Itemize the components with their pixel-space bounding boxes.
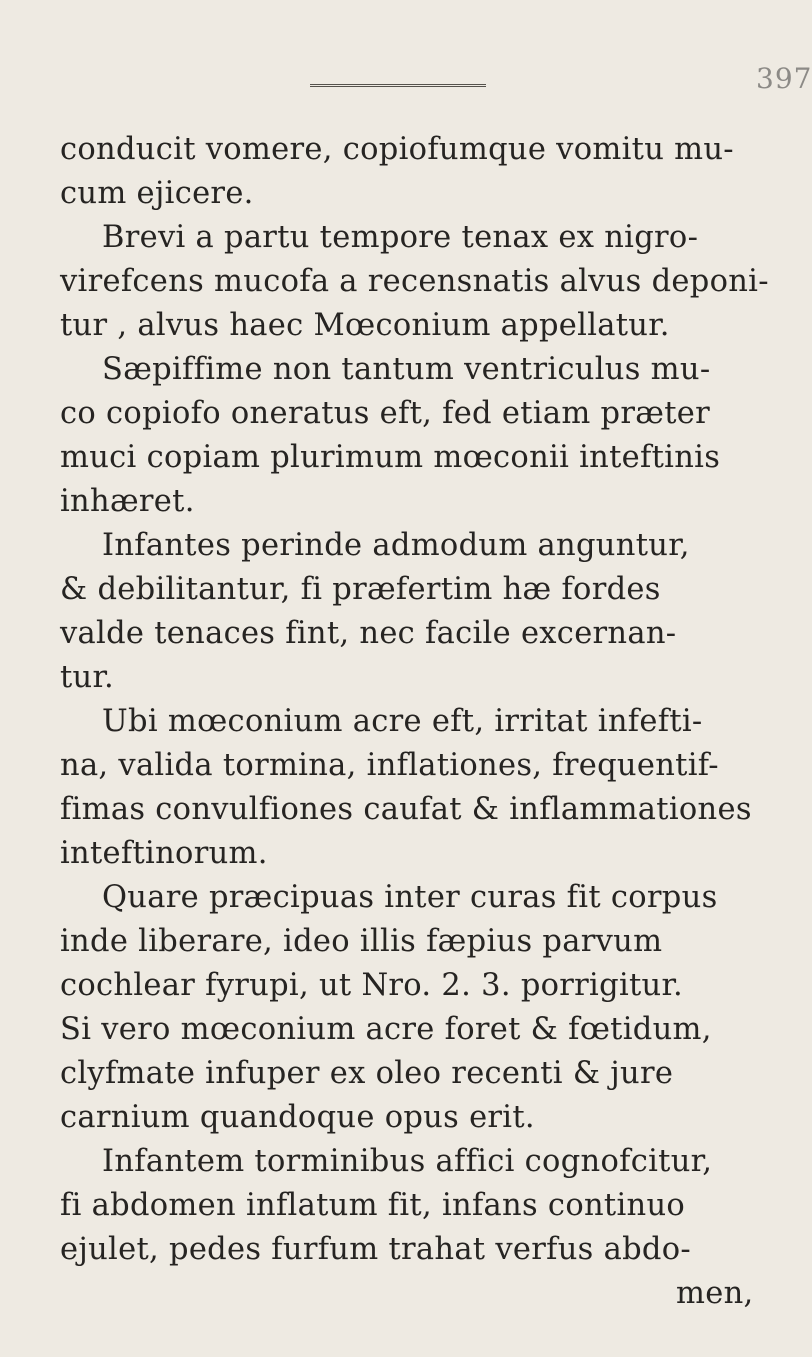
text-line: Sæpiffime non tantum ventriculus mu- — [102, 352, 711, 387]
text-line: conducit vomere, copiofumque vomitu mu- — [60, 132, 734, 167]
text-line: Si vero mœconium acre foret & fœtidum, — [60, 1012, 712, 1047]
header-rule — [310, 84, 486, 94]
text-line: tur , alvus haec Mœconium appellatur. — [60, 308, 670, 343]
text-line: Brevi a partu tempore tenax ex nigro- — [102, 220, 699, 255]
text-line: & debilitantur, fi præfertim hæ fordes — [60, 572, 661, 607]
text-line: cum ejicere. — [60, 176, 254, 211]
text-line: Quare præcipuas inter curas fit corpus — [102, 880, 718, 915]
text-line: ejulet, pedes furfum trahat verfus abdo- — [60, 1232, 691, 1267]
text-line: Infantes perinde admodum anguntur, — [102, 528, 690, 563]
text-line: fi abdomen inflatum fit, infans continuo — [60, 1188, 686, 1223]
text-line: fimas convulfiones caufat & inflammationes — [60, 792, 752, 827]
page-number: 397 — [756, 62, 812, 95]
text-line: inde liberare, ideo illis fæpius parvum — [60, 924, 663, 959]
text-line: inteftinorum. — [60, 836, 268, 871]
text-line: clyfmate infuper ex oleo recenti & jure — [60, 1056, 674, 1091]
text-line: inhæret. — [60, 484, 195, 519]
text-line: co copiofo oneratus eft, fed etiam præter — [60, 396, 710, 431]
text-line: tur. — [60, 660, 115, 695]
text-line: carnium quandoque opus erit. — [60, 1100, 535, 1135]
text-line: cochlear fyrupi, ut Nro. 2. 3. porrigitur. — [60, 968, 684, 1003]
text-line: men, — [676, 1276, 754, 1311]
text-line: Infantem torminibus affici cognofcitur, — [102, 1144, 713, 1179]
text-line: Ubi mœconium acre eft, irritat infefti- — [102, 704, 703, 739]
text-line: valde tenaces fint, nec facile excernan- — [60, 616, 677, 651]
text-line: na, valida tormina, inflationes, frequentif- — [60, 748, 719, 783]
text-line: muci copiam plurimum mœconii inteftinis — [60, 440, 721, 475]
text-line: virefcens mucofa a recensnatis alvus deponi- — [60, 264, 769, 299]
